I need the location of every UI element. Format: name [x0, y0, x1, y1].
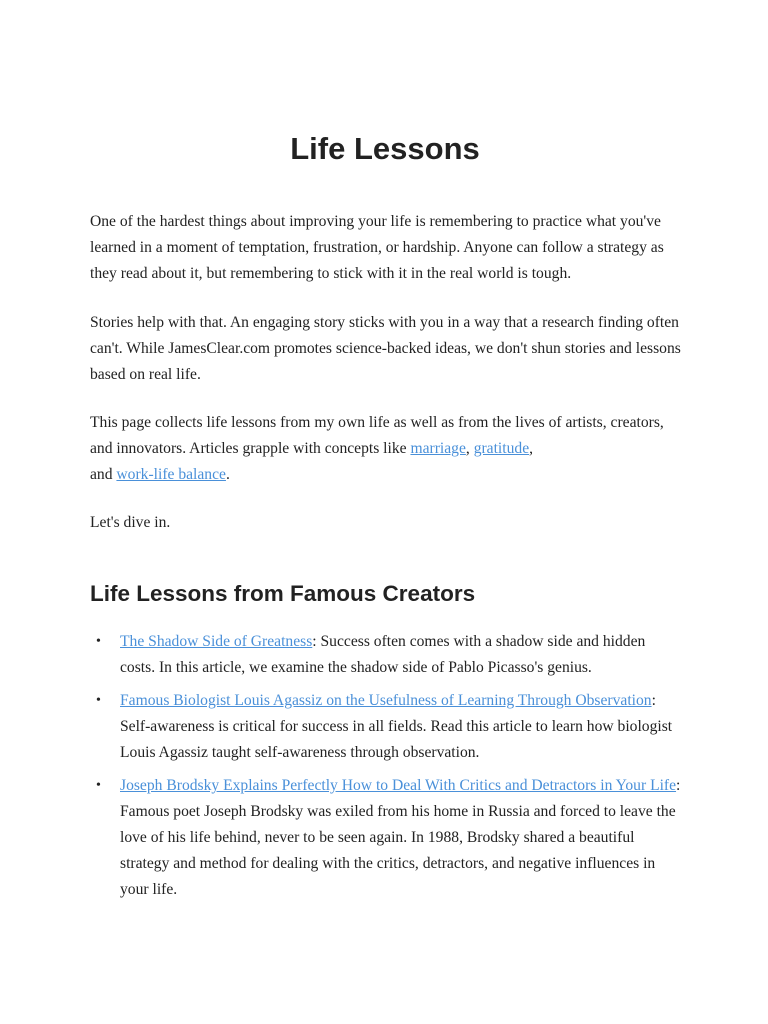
brodsky-link[interactable]: Joseph Brodsky Explains Perfectly How to Deal With Critics and Detractors in Your Life [120, 777, 677, 794]
list-item-description: : Self-awareness is critical for success in all fields. Read this article to learn how biologist Louis Agassiz taught self-awareness through observation. [120, 692, 673, 761]
bullet-icon: • [96, 778, 101, 793]
list-item-description: : Success often comes with a shadow side and hidden costs. In this article, we examine the shadow side of Pablo Picasso's genius. [120, 633, 646, 676]
section-heading: Life Lessons from Famous Creators [90, 581, 476, 606]
intro-paragraph-2: Stories help with that. An engaging story sticks with you in a way that a research finding often can't. While JamesClear.com promotes science-backed ideas, we don't shun stories and lessons based on real life. [90, 314, 681, 383]
bullet-icon: • [96, 634, 101, 649]
list-item-text [120, 629, 682, 681]
work-life-balance-link[interactable]: work-life balance [116, 466, 226, 483]
dive-in-paragraph: Let's dive in. [90, 514, 171, 531]
and-text: and [90, 466, 117, 483]
period-text: . [225, 466, 230, 483]
bullet-icon: • [96, 693, 101, 708]
shadow-side-link[interactable]: The Shadow Side of Greatness [120, 633, 313, 650]
list-item-description: : Famous poet Joseph Brodsky was exiled from his home in Russia and forced to leave the love of his life behind, never to be seen again. In 1988, Brodsky shared a beautiful strategy and method for dealing with the critics, detractors, and negative influences in your life. [120, 777, 681, 898]
separator-text: , [529, 440, 534, 457]
gratitude-link[interactable]: gratitude [473, 440, 530, 457]
separator-text: , [465, 440, 474, 457]
list-item-text [120, 773, 682, 903]
collects-text: This page collects life lessons from my own life as well as from the lives of artists, creators, and innovators. Articles grapple with concepts like [90, 414, 664, 457]
agassiz-link[interactable]: Famous Biologist Louis Agassiz on the Usefulness of Learning Through Observation [120, 692, 652, 709]
page-title: Life Lessons [290, 131, 480, 166]
list-item-text [120, 688, 682, 766]
intro-paragraph-1: One of the hardest things about improving your life is remembering to practice what you've learned in a moment of temptation, frustration, or hardship. Anyone can follow a strategy as they read about it, but remembering to stick with it in the real world is tough. [90, 213, 664, 282]
collects-paragraph [90, 410, 682, 488]
marriage-link[interactable]: marriage [410, 440, 466, 457]
